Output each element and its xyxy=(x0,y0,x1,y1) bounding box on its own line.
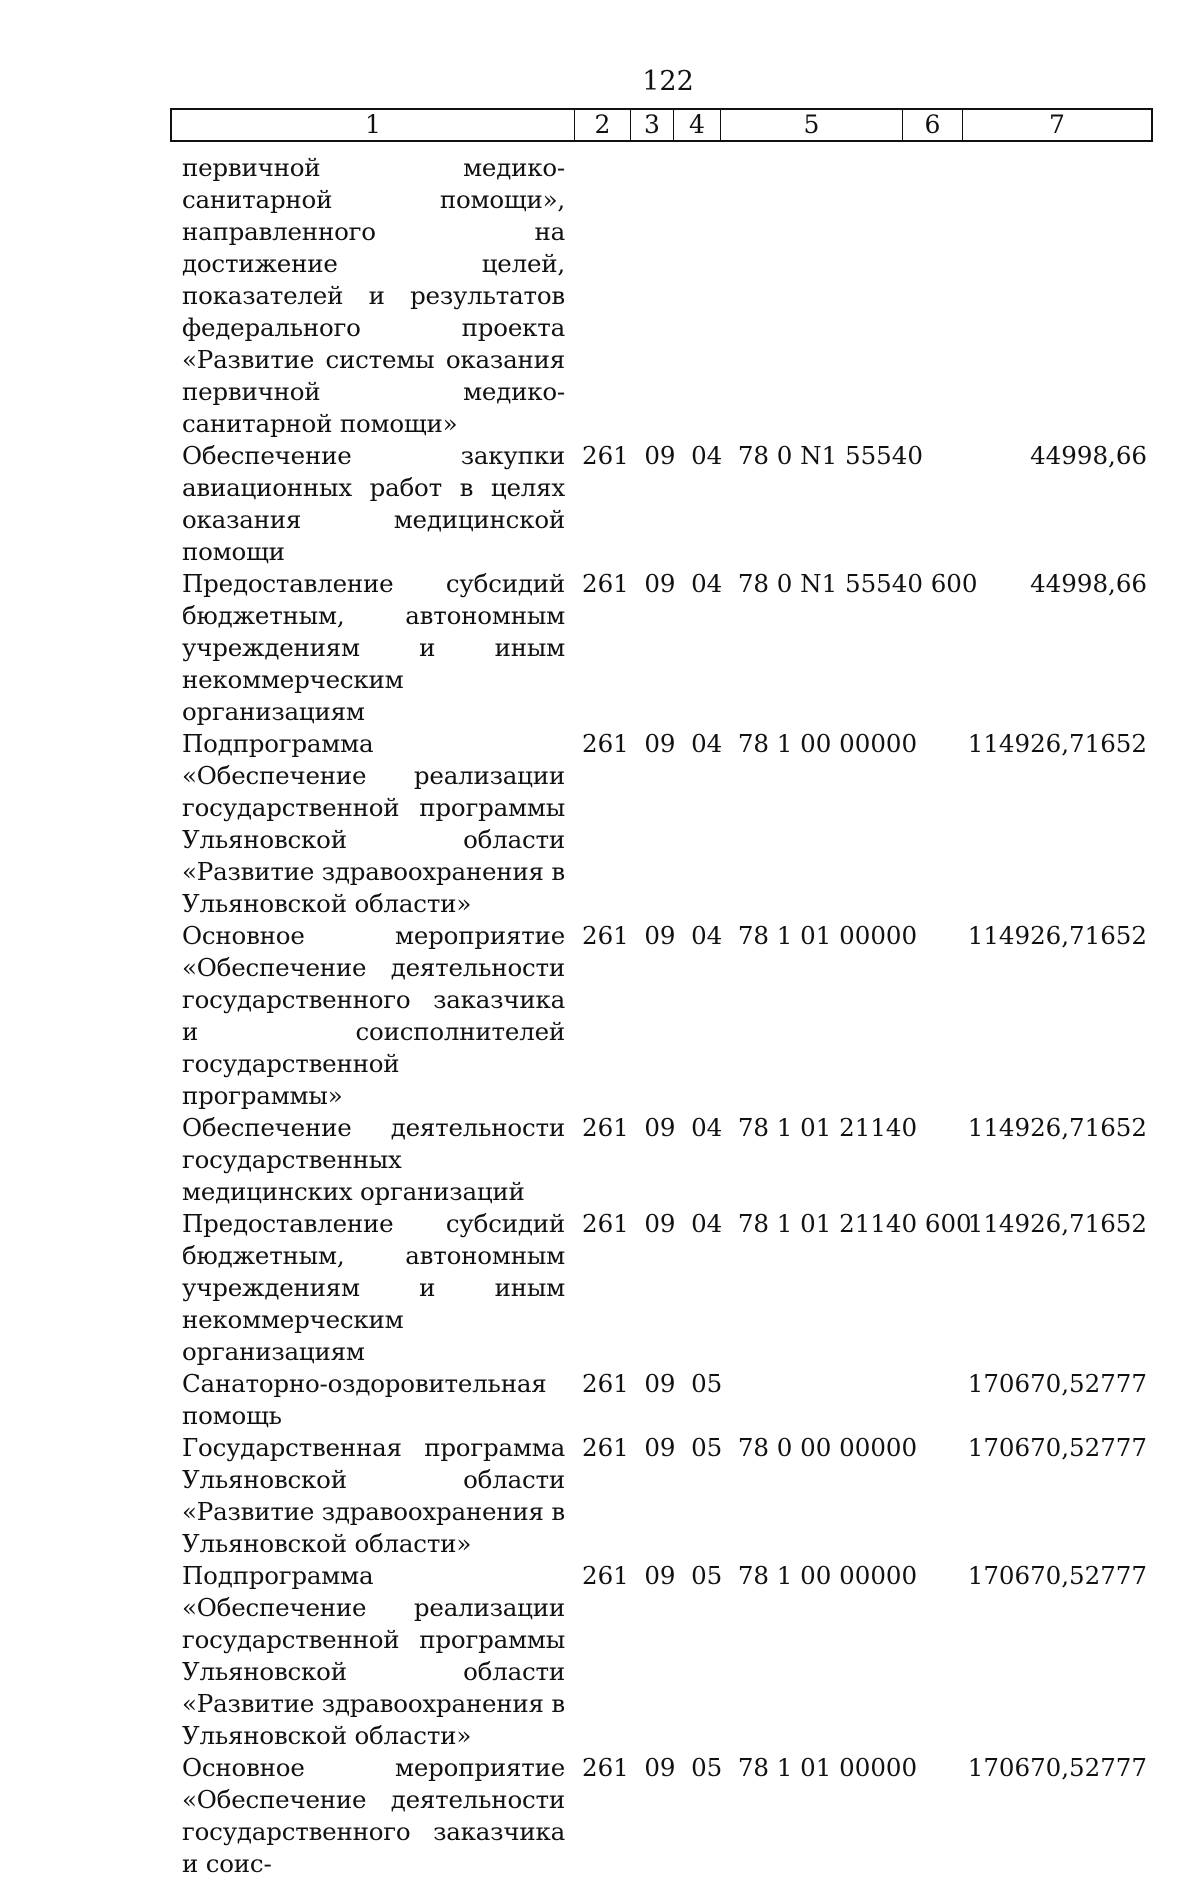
row-name: Основное мероприятие «Обеспечение деятельности государственного заказчика и соисполнителей государственной программы» xyxy=(182,921,565,1110)
column-header-4: 4 xyxy=(674,110,721,140)
row-amount: 114926,71652 xyxy=(967,1209,1147,1238)
table-row xyxy=(0,1368,1200,1432)
table-row xyxy=(0,920,1200,1112)
row-codes: 261 09 04 78 0 N1 55540 600 xyxy=(582,569,978,598)
table-row xyxy=(0,152,1200,440)
row-codes: 261 09 05 78 1 00 00000 xyxy=(582,1561,918,1590)
row-name: Предоставление субсидий бюджетным, автономным учреждениям и иным некоммерческим организациям xyxy=(182,1209,565,1366)
table-row xyxy=(0,1752,1200,1880)
row-codes: 261 09 04 78 1 01 21140 xyxy=(582,1113,918,1142)
row-codes: 261 09 05 78 1 01 00000 xyxy=(582,1753,918,1782)
column-header-2: 2 xyxy=(575,110,631,140)
row-amount: 114926,71652 xyxy=(967,1113,1147,1142)
row-amount: 170670,52777 xyxy=(967,1433,1147,1462)
table-row xyxy=(0,1432,1200,1560)
table-body xyxy=(0,152,1200,1880)
row-amount: 170670,52777 xyxy=(967,1753,1147,1782)
row-codes: 261 09 04 78 1 00 00000 xyxy=(582,729,918,758)
column-header-5: 5 xyxy=(721,110,903,140)
row-amount: 170670,52777 xyxy=(967,1369,1147,1398)
row-name: Основное мероприятие «Обеспечение деятельности государственного заказчика и соис- xyxy=(182,1753,565,1878)
row-name: Подпрограмма «Обеспечение реализации государственной программы Ульяновской области «Развитие здравоохранения в Ульяновской области» xyxy=(182,729,565,918)
column-header-1: 1 xyxy=(172,110,575,140)
row-name: Обеспечение деятельности государственных медицинских организаций xyxy=(182,1113,565,1206)
row-name: первичной медико-санитарной помощи», направленного на достижение целей, показателей и результатов федерального проекта «Развитие системы оказания первичной медико-санитарной помощи» xyxy=(182,153,565,438)
table-row xyxy=(0,568,1200,728)
row-name: Санаторно-оздоровительная помощь xyxy=(182,1369,547,1430)
page-number: 122 xyxy=(642,66,694,97)
row-amount: 114926,71652 xyxy=(967,921,1147,950)
table-header xyxy=(170,108,1153,142)
row-codes: 261 09 05 78 0 00 00000 xyxy=(582,1433,918,1462)
row-amount: 170670,52777 xyxy=(967,1561,1147,1590)
row-codes: 261 09 04 78 1 01 21140 600 xyxy=(582,1209,972,1238)
table-row xyxy=(0,440,1200,568)
column-header-7: 7 xyxy=(1049,110,1065,139)
table-row xyxy=(0,728,1200,920)
row-codes: 261 09 04 78 0 N1 55540 xyxy=(582,441,923,470)
row-amount: 44998,66 xyxy=(1030,569,1147,598)
row-codes: 261 09 04 78 1 01 00000 xyxy=(582,921,918,950)
column-header-6: 6 xyxy=(903,110,963,140)
row-amount: 44998,66 xyxy=(1030,441,1147,470)
row-name: Обеспечение закупки авиационных работ в целях оказания медицинской помощи xyxy=(182,441,565,566)
row-amount: 114926,71652 xyxy=(967,729,1147,758)
row-codes: 261 09 05 xyxy=(582,1369,723,1398)
row-name: Государственная программа Ульяновской области «Развитие здравоохранения в Ульяновской области» xyxy=(182,1433,565,1558)
table-row xyxy=(0,1208,1200,1368)
row-name: Предоставление субсидий бюджетным, автономным учреждениям и иным некоммерческим организациям xyxy=(182,569,565,726)
column-header-3: 3 xyxy=(631,110,674,140)
table-row xyxy=(0,1112,1200,1208)
row-name: Подпрограмма «Обеспечение реализации государственной программы Ульяновской области «Развитие здравоохранения в Ульяновской области» xyxy=(182,1561,565,1750)
table-row xyxy=(0,1560,1200,1752)
